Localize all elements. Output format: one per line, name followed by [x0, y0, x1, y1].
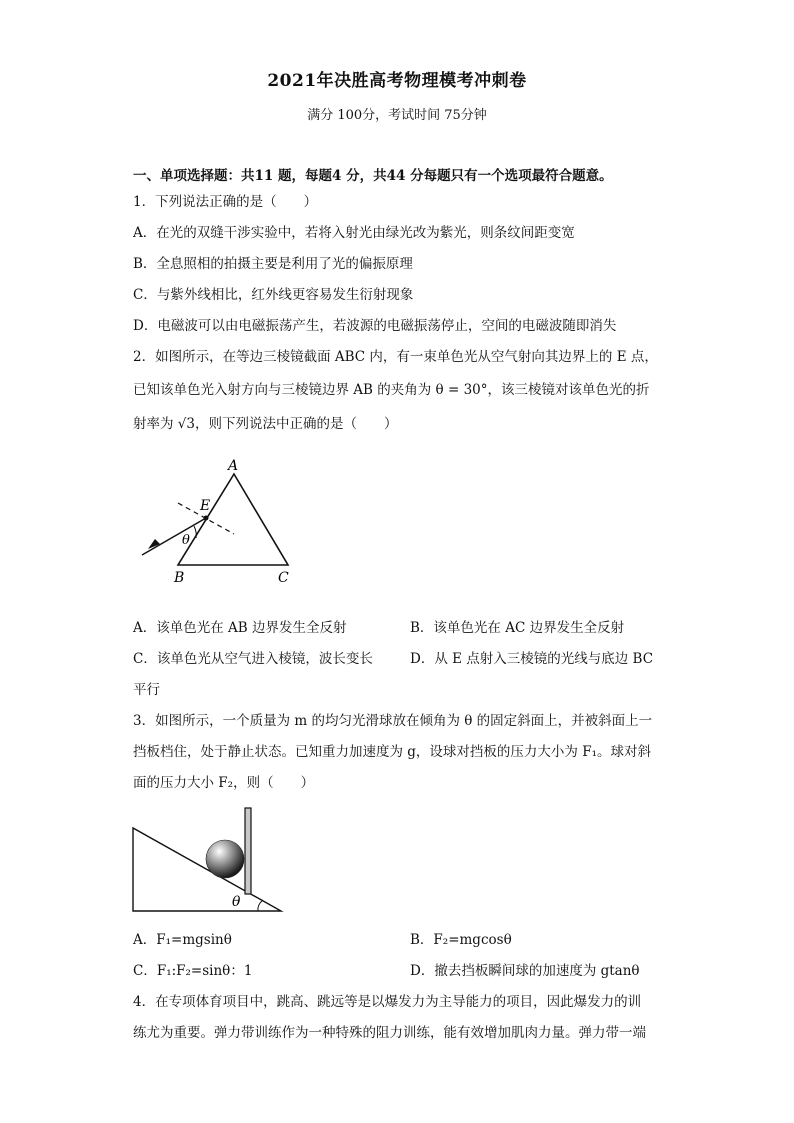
- q4-stem-line-2: 练尤为重要。弹力带训练作为一种特殊的阻力训练，能有效增加肌肉力量。弹力带一端: [133, 1025, 646, 1041]
- q2-stem-line-3: 射率为 √3，则下列说法中正确的是（ ）: [133, 416, 398, 432]
- q1-option-c: C．与紫外线相比，红外线更容易发生衍射现象: [133, 287, 414, 303]
- label-theta: θ: [182, 533, 190, 548]
- label-e: E: [200, 498, 211, 514]
- q3-stem-line-1: 3．如图所示，一个质量为 m 的均匀光滑球放在倾角为 θ 的固定斜面上，并被斜面上一: [133, 713, 653, 729]
- q2-stem-line-2: 已知该单色光入射方向与三棱镜边界 AB 的夹角为 θ = 30°，该三棱镜对该单色光的折: [133, 382, 650, 398]
- incline-figure: [130, 805, 290, 920]
- theta-arc: [258, 900, 263, 911]
- q1-option-d: D．电磁波可以由电磁振荡产生，若波源的电磁振荡停止，空间的电磁波随即消失: [133, 318, 617, 334]
- label-a: A: [228, 458, 239, 474]
- q3-stem-line-2: 挡板档住，处于静止状态。已知重力加速度为 g，设球对挡板的压力大小为 F₁。球对斜: [133, 744, 652, 760]
- q2-option-b: B．该单色光在 AC 边界发生全反射: [410, 620, 625, 636]
- q3-option-a: A．F₁=mgsinθ: [133, 932, 232, 948]
- q1-option-b: B．全息照相的拍摄主要是利用了光的偏振原理: [133, 256, 413, 272]
- page-subtitle: 满分 100分，考试时间 75分钟: [307, 108, 487, 123]
- q2-option-a: A．该单色光在 AB 边界发生全反射: [133, 620, 347, 636]
- baffle-plate: [245, 808, 251, 894]
- q2-option-d: D．从 E 点射入三棱镜的光线与底边 BC: [410, 651, 654, 667]
- label-b: B: [174, 570, 185, 586]
- ball: [206, 840, 244, 878]
- q2-option-d-continued: 平行: [133, 682, 160, 698]
- prism-triangle: [178, 474, 288, 565]
- q3-option-d: D．撤去挡板瞬间球的加速度为 gtanθ: [410, 963, 640, 979]
- q1-option-a: A．在光的双缝干涉实验中，若将入射光由绿光改为紫光，则条纹间距变宽: [133, 225, 575, 241]
- page-title: 2021年决胜高考物理模考冲刺卷: [267, 71, 527, 91]
- q4-stem-line-1: 4．在专项体育项目中，跳高、跳远等是以爆发力为主导能力的项目，因此爆发力的训: [133, 994, 642, 1010]
- label-theta: θ: [232, 894, 241, 910]
- q2-stem-line-1: 2．如图所示，在等边三棱镜截面 ABC 内，有一束单色光从空气射向其边界上的 E 点，: [133, 349, 658, 365]
- q3-stem-line-3: 面的压力大小 F₂，则（ ）: [133, 775, 315, 791]
- section-heading: 一、单项选择题：共11 题，每题4 分，共44 分每题只有一个选项最符合题意。: [133, 168, 613, 184]
- q3-option-b: B．F₂=mgcosθ: [410, 932, 512, 948]
- q1-stem: 1．下列说法正确的是（ ）: [133, 194, 318, 210]
- label-c: C: [278, 570, 289, 586]
- incline-triangle: [133, 828, 281, 911]
- point-e-dot: [204, 516, 209, 521]
- q2-option-c: C．该单色光从空气进入棱镜，波长变长: [133, 651, 373, 667]
- prism-figure: [130, 450, 310, 590]
- q3-option-c: C．F₁:F₂=sinθ：1: [133, 963, 253, 979]
